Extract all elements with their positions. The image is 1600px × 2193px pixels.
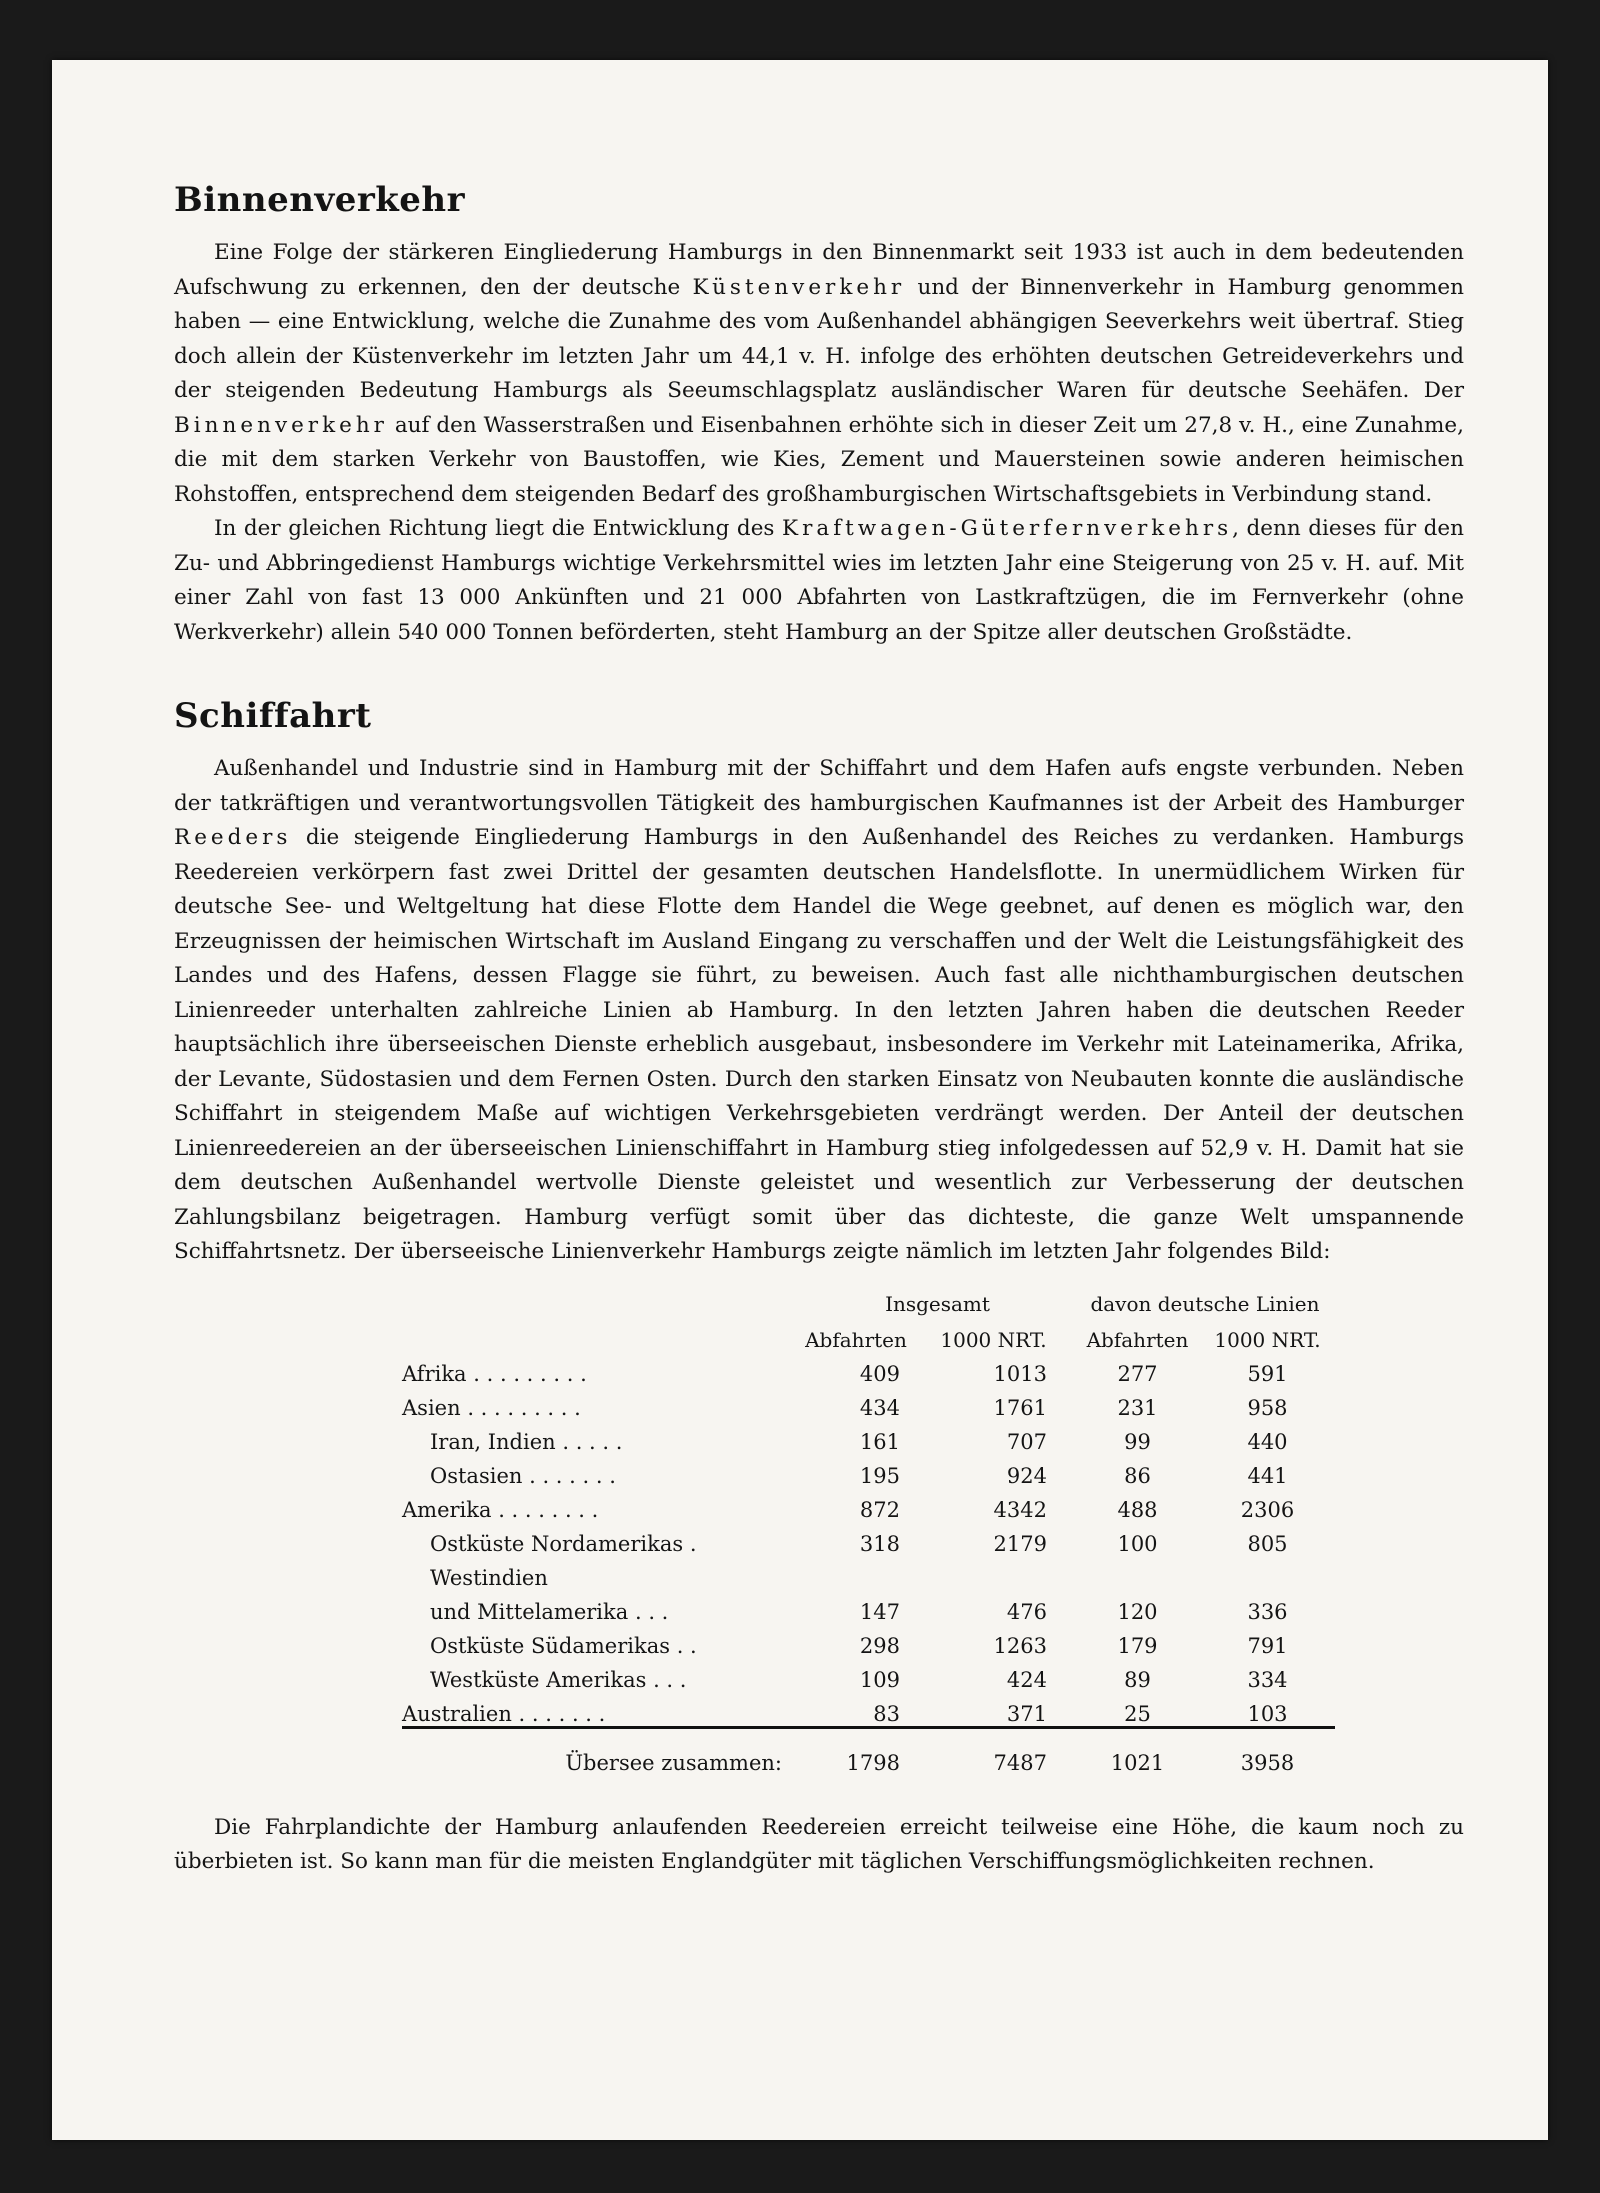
- table-row: [402, 1658, 1335, 1692]
- text-run: und der Binnenverkehr in Hamburg genommen haben — eine Entwicklung, welche die Zunahme des vom Außenhandel abhängigen Seeverkehrs weit übertraf. Stieg doch allein der Küstenverkehr im letzten Jahr um 44,1 v. H. infolge des erhöhten deutschen Getreideverkehrs und der steigenden Bedeutung Hamburgs als Seeumschlagsplatz ausländischer Waren für deutsche Seehäfen. Der: [174, 274, 1464, 403]
- table-row: [402, 1556, 1335, 1590]
- row-label-text: Asien: [402, 1395, 461, 1420]
- row-label-text: Australien: [402, 1701, 512, 1726]
- cell-departures-german: 99: [1124, 1429, 1151, 1454]
- row-label: [402, 1624, 800, 1658]
- text-run: Außenhandel und Industrie sind in Hamburg mit der Schiffahrt und dem Hafen aufs engste verbunden. Neben der tatkräftigen und verantwortungsvollen Tätigkeit des hamburgischen Kaufmannes ist der Arbeit des Hamburger: [174, 756, 1464, 816]
- leader-dots: .: [689, 1531, 697, 1556]
- cell-nrt: 2179: [993, 1531, 1047, 1556]
- total-nrt: 7487: [912, 1727, 1075, 1775]
- column-header-nrt-german: 1000 NRT.: [1214, 1327, 1321, 1352]
- cell-departures: 147: [859, 1599, 900, 1624]
- cell-nrt-german: 103: [1247, 1701, 1288, 1726]
- cell-departures-german: 231: [1117, 1395, 1158, 1420]
- spaced-term: Binnenverkehr: [174, 412, 388, 438]
- spaced-term: Küstenverkehr: [692, 274, 906, 300]
- cell-nrt: 476: [1006, 1599, 1047, 1624]
- paragraph-schiffahrt-1: [174, 752, 1464, 1270]
- table-row: [402, 1352, 1335, 1386]
- row-label-text: Ostküste Nordamerikas: [430, 1531, 684, 1556]
- heading-schiffahrt: Schiffahrt: [174, 696, 372, 736]
- table-row: [402, 1420, 1335, 1454]
- table-total-row: [402, 1727, 1335, 1775]
- page-content: [174, 180, 1464, 1880]
- cell-departures: 409: [859, 1361, 900, 1386]
- table-row: [402, 1624, 1335, 1658]
- cell-departures: 83: [873, 1701, 900, 1726]
- cell-departures-german: 277: [1117, 1361, 1158, 1386]
- row-label: [402, 1386, 800, 1420]
- row-label: [402, 1454, 800, 1488]
- cell-departures-german: [1075, 1556, 1200, 1590]
- cell-departures: 161: [859, 1429, 900, 1454]
- spaced-term: Kraftwagen-Güterfernverkehrs: [782, 516, 1233, 541]
- cell-departures: 109: [859, 1667, 900, 1692]
- row-label-text: Westküste Amerikas: [430, 1667, 647, 1692]
- cell-nrt: 424: [1006, 1667, 1047, 1692]
- cell-departures-german: 100: [1117, 1531, 1158, 1556]
- table-header-spacer: [402, 1282, 800, 1316]
- table-row: [402, 1386, 1335, 1420]
- leader-dots: . . . . . . . .: [498, 1497, 599, 1522]
- cell-nrt: 4342: [993, 1497, 1047, 1522]
- total-label: Übersee zusammen:: [402, 1727, 800, 1775]
- cell-nrt-german: [1200, 1556, 1335, 1590]
- paragraph-binnenverkehr-1: [174, 236, 1464, 512]
- cell-nrt: 924: [1006, 1463, 1047, 1488]
- table-row: [402, 1590, 1335, 1624]
- cell-nrt: [912, 1556, 1075, 1590]
- cell-departures: 318: [859, 1531, 900, 1556]
- cell-departures: 434: [859, 1395, 900, 1420]
- table-header-spacer: [402, 1316, 800, 1352]
- group-header-total: Insgesamt: [885, 1291, 990, 1316]
- document-page: [52, 60, 1548, 2140]
- row-label: [402, 1556, 800, 1590]
- cell-nrt: 707: [1006, 1429, 1047, 1454]
- cell-departures-german: 179: [1117, 1633, 1158, 1658]
- cell-nrt-german: 805: [1247, 1531, 1288, 1556]
- group-header-german: davon deutsche Linien: [1090, 1291, 1320, 1316]
- cell-nrt: 1013: [993, 1361, 1047, 1386]
- leader-dots: . . . . . . . . .: [467, 1395, 581, 1420]
- text-run: , denn dieses für den Zu- und Abbringedienst Hamburgs wichtige Verkehrsmittel wies im letzten Jahr eine Steigerung von 25 v. H. auf. Mit einer Zahl von fast 13 000 Ankünften und 21 000 Abfahrten von Lastkraftzügen, die im Fernverkehr (ohne Werkverkehr) allein 540 000 Tonnen beförderten, steht Hamburg an der Spitze aller deutschen Großstädte.: [174, 516, 1464, 645]
- section-binnenverkehr: [174, 180, 1464, 650]
- total-nrt-german: 3958: [1200, 1727, 1335, 1775]
- leader-dots: . . . . . . . . .: [473, 1361, 587, 1386]
- cell-nrt: 1761: [993, 1395, 1047, 1420]
- cell-departures: 298: [859, 1633, 900, 1658]
- text-run: die steigende Eingliederung Hamburgs in den Außenhandel des Reiches zu verdanken. Hamburgs Reedereien verkörpern fast zwei Drittel der gesamten deutschen Handelsflotte. In unermüdlichem Wirken für deutsche See- und Weltgeltung hat diese Flotte dem Handel die Wege geebnet, auf denen es möglich war, den Erzeugnissen der heimischen Wirtschaft im Ausland Eingang zu verschaffen und der Welt die Leistungsfähigkeit des Landes und des Hafens, dessen Flagge sie führt, zu beweisen. Auch fast alle nichthamburgischen deutschen Linienreeder unterhalten zahlreiche Linien ab Hamburg. In den letzten Jahren haben die deutschen Reeder hauptsächlich ihre überseeischen Dienste erheblich ausgebaut, insbesondere im Verkehr mit Lateinamerika, Afrika, der Levante, Südostasien und dem Fernen Osten. Durch den starken Einsatz von Neubauten konnte die ausländische Schiffahrt in steigendem Maße auf wichtigen Verkehrsgebieten verdrängt werden. Der Anteil der deutschen Linienreedereien an der überseeischen Linienschiffahrt in Hamburg stieg infolgedessen auf 52,9 v. H. Damit hat sie dem deutschen Außenhandel wertvolle Dienste geleistet und wesentlich zur Verbesserung der deutschen Zahlungsbilanz beigetragen. Hamburg verfügt somit über das dichteste, die ganze Welt umspannende Schiffahrtsnetz. Der überseeische Linienverkehr Hamburgs zeigte nämlich im letzten Jahr folgendes Bild:: [174, 825, 1464, 1264]
- row-label-text: Ostküste Südamerikas: [430, 1633, 670, 1658]
- row-label-text: Afrika: [402, 1361, 467, 1386]
- row-label: [402, 1590, 800, 1624]
- table-column-header: [402, 1316, 1335, 1352]
- leader-dots: . . .: [634, 1599, 669, 1624]
- cell-nrt-german: 591: [1247, 1361, 1288, 1386]
- cell-nrt: 371: [1006, 1701, 1047, 1726]
- heading-binnenverkehr: Binnenverkehr: [174, 180, 466, 220]
- table-group-header: [402, 1282, 1335, 1316]
- section-schiffahrt: [174, 696, 1464, 1880]
- row-label: [402, 1488, 800, 1522]
- cell-departures-german: 86: [1124, 1463, 1151, 1488]
- table-row: [402, 1488, 1335, 1522]
- row-label-text: Iran, Indien: [430, 1429, 556, 1454]
- cell-departures-german: 120: [1117, 1599, 1158, 1624]
- total-departures-german: 1021: [1075, 1727, 1200, 1775]
- spaced-term: Reeders: [174, 825, 292, 850]
- cell-departures-german: 89: [1124, 1667, 1151, 1692]
- row-label-text: und Mittelamerika: [430, 1599, 629, 1624]
- cell-departures: 872: [859, 1497, 900, 1522]
- text-run: auf den Wasserstraßen und Eisenbahnen erhöhte sich in dieser Zeit um 27,8 v. H., eine Zunahme, die mit dem starken Verkehr von Baustoffen, wie Kies, Zement und Mauersteinen sowie anderen heimischen Rohstoffen, entsprechend dem steigenden Bedarf des großhamburgischen Wirtschaftsgebiets in Verbindung stand.: [174, 412, 1464, 507]
- cell-nrt-german: 441: [1247, 1463, 1288, 1488]
- cell-nrt-german: 440: [1247, 1429, 1288, 1454]
- paragraph-binnenverkehr-2: [174, 512, 1464, 650]
- table-row: [402, 1522, 1335, 1556]
- leader-dots: . . . . .: [562, 1429, 623, 1454]
- row-label: [402, 1658, 800, 1692]
- cell-departures: [800, 1556, 912, 1590]
- column-header-nrt: 1000 NRT.: [940, 1327, 1047, 1352]
- cell-departures-german: 488: [1117, 1497, 1158, 1522]
- cell-nrt: 1263: [993, 1633, 1047, 1658]
- column-header-departures-german: Abfahrten: [1086, 1327, 1189, 1352]
- cell-departures-german: 25: [1124, 1701, 1151, 1726]
- text-run: In der gleichen Richtung liegt die Entwicklung des: [214, 516, 783, 541]
- row-label-text: Westindien: [430, 1565, 548, 1590]
- row-label: [402, 1420, 800, 1454]
- leader-dots: . .: [676, 1633, 697, 1658]
- cell-nrt-german: 958: [1247, 1395, 1288, 1420]
- row-label-text: Ostasien: [430, 1463, 523, 1488]
- paragraph-schiffahrt-final: Die Fahrplandichte der Hamburg anlaufenden Reedereien erreicht teilweise eine Höhe, die kaum noch zu überbieten ist. So kann man für die meisten Englandgüter mit täglichen Verschiffungsmöglichkeiten rechnen.: [174, 1814, 1464, 1874]
- cell-nrt-german: 791: [1247, 1633, 1288, 1658]
- cell-nrt-german: 334: [1247, 1667, 1288, 1692]
- shipping-table: [402, 1282, 1335, 1775]
- leader-dots: . . . . . . .: [518, 1701, 606, 1726]
- column-header-departures: Abfahrten: [805, 1327, 907, 1352]
- cell-nrt-german: 336: [1247, 1599, 1288, 1624]
- text-run: Eine Folge der stärkeren Eingliederung Hamburgs in den Binnenmarkt seit 1933 ist auch in dem bedeutenden Aufschwung zu erkennen, den der deutsche: [174, 240, 1464, 300]
- table-row: [402, 1454, 1335, 1488]
- row-label: [402, 1352, 800, 1386]
- row-label-text: Amerika: [402, 1497, 492, 1522]
- leader-dots: . . . . . . .: [529, 1463, 616, 1488]
- cell-departures: 195: [859, 1463, 900, 1488]
- total-departures: 1798: [800, 1727, 912, 1775]
- cell-nrt-german: 2306: [1240, 1497, 1295, 1522]
- table-row: [402, 1692, 1335, 1728]
- leader-dots: . . .: [653, 1667, 687, 1692]
- row-label: [402, 1692, 800, 1728]
- row-label: [402, 1522, 800, 1556]
